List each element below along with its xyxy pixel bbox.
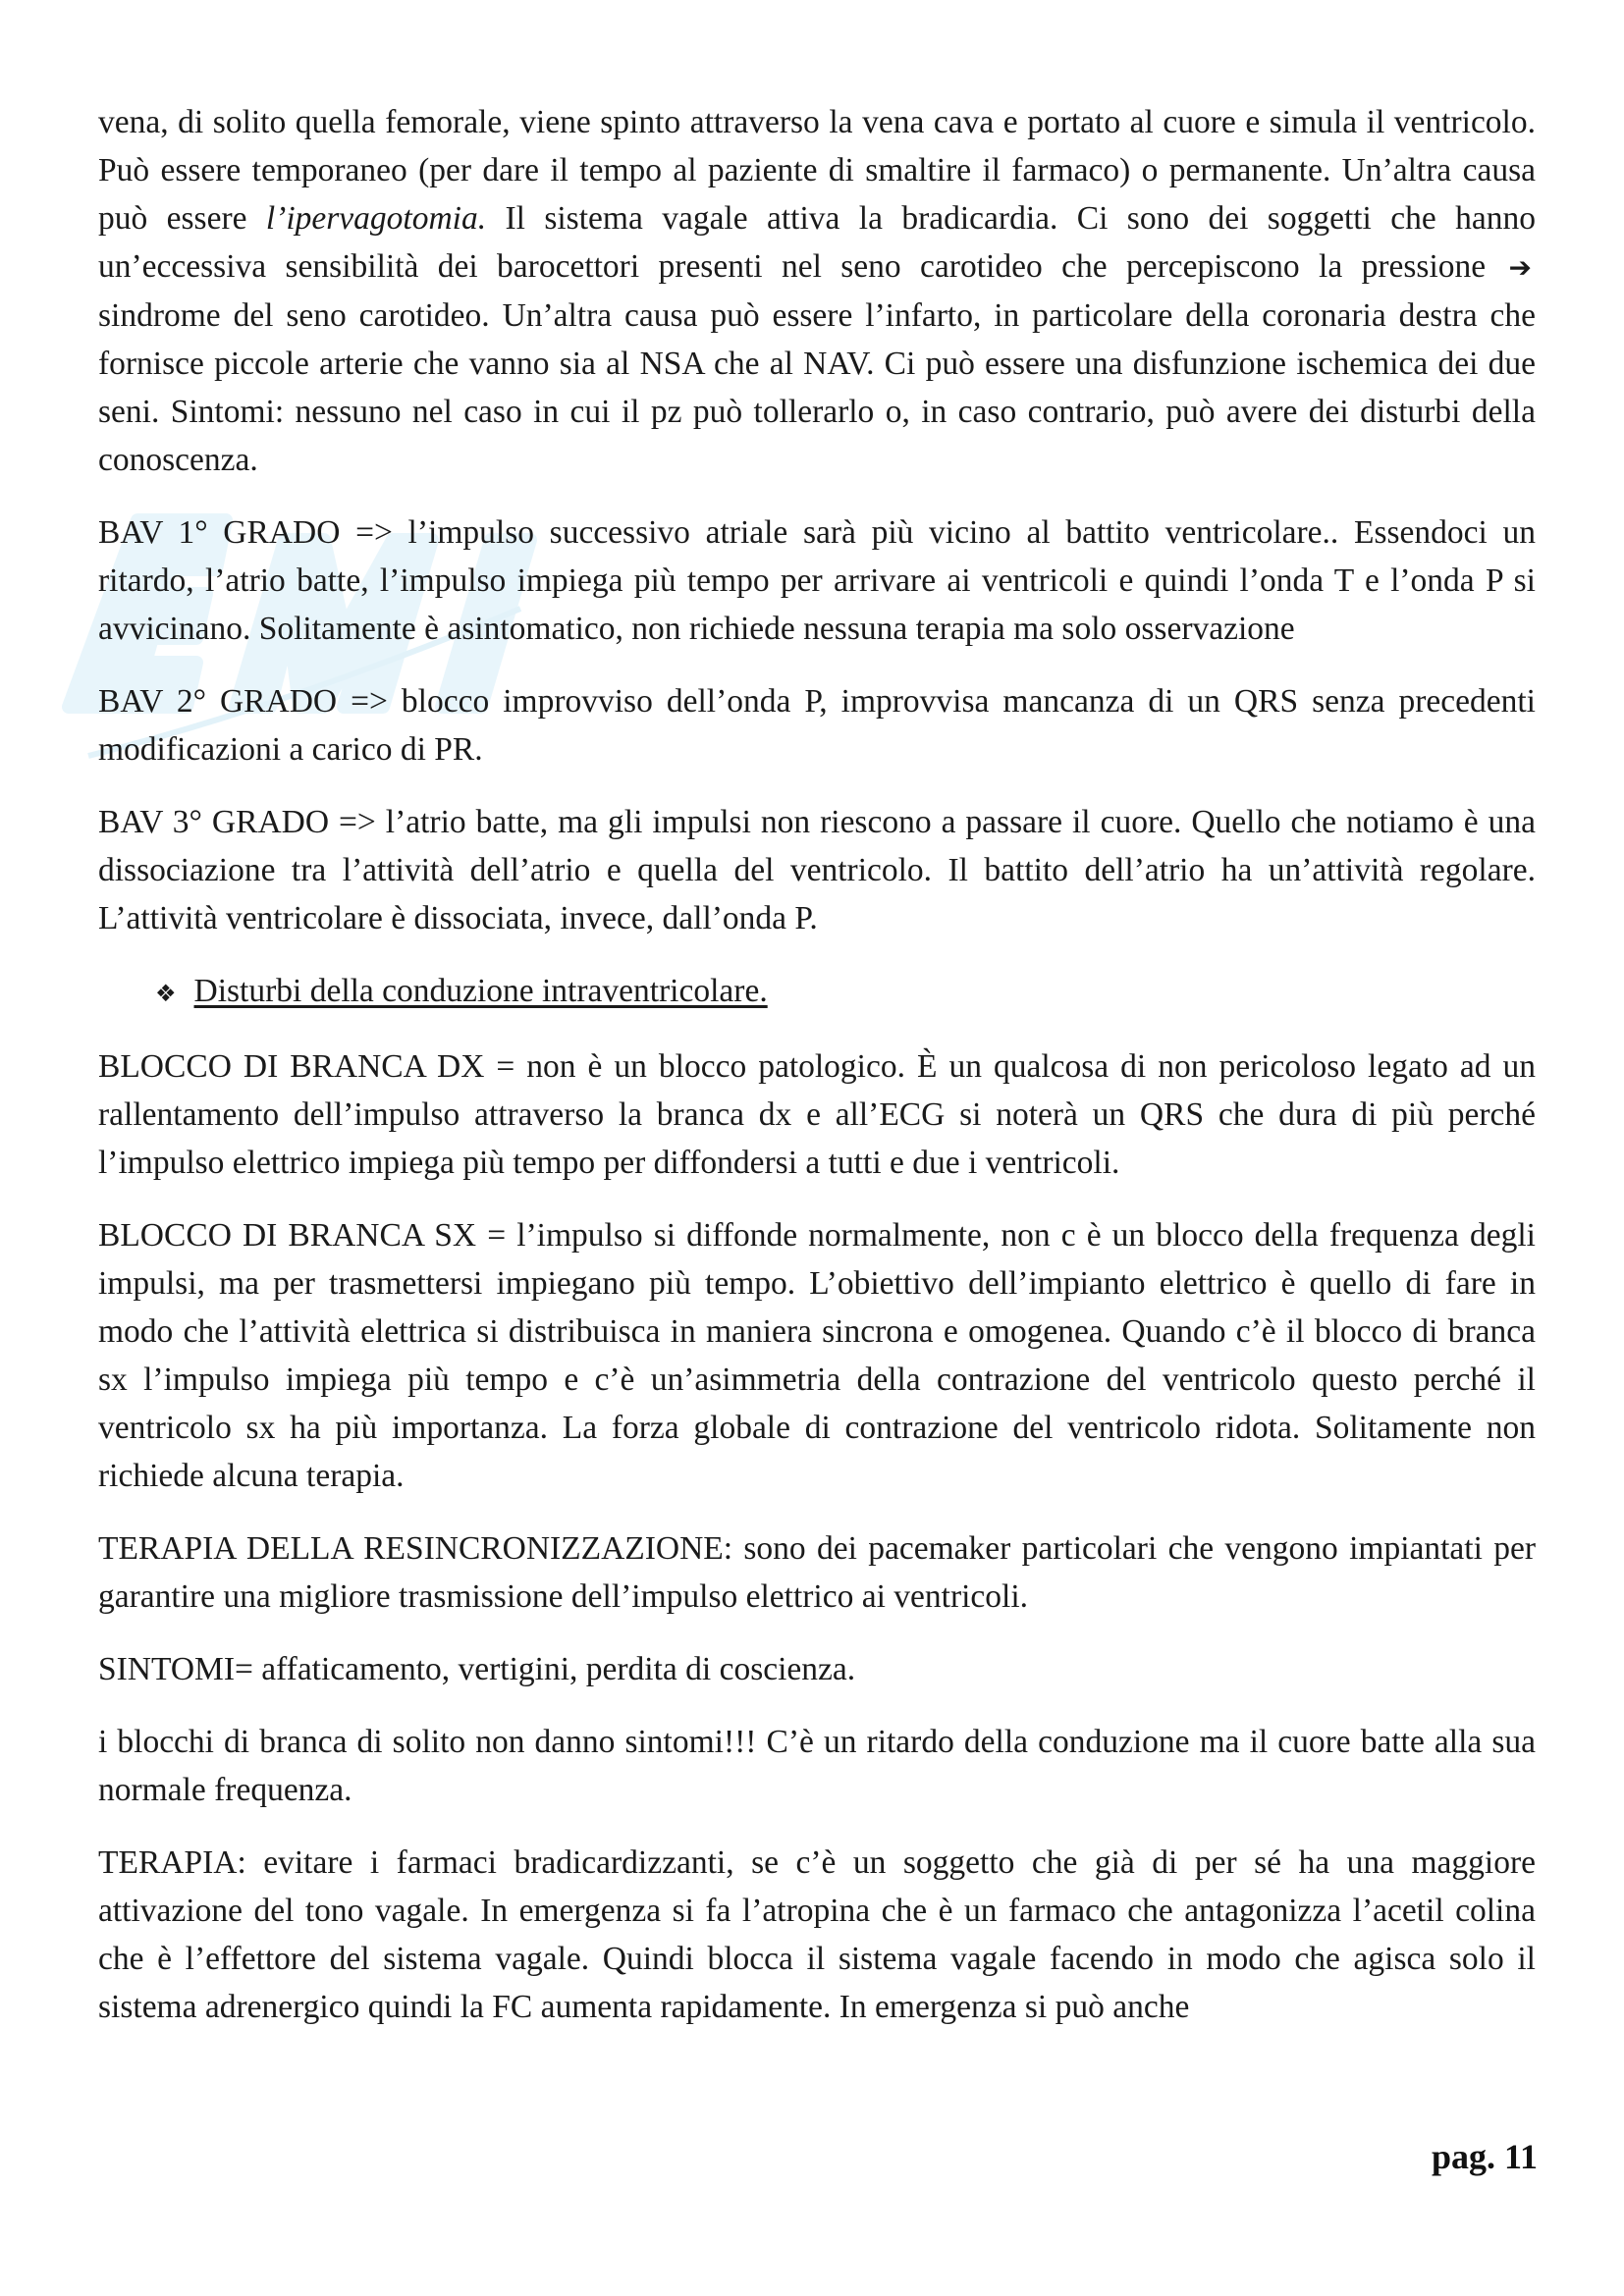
paragraph-terapia: TERAPIA: evitare i farmaci bradicardizzanti, se c’è un soggetto che già di per sé ha una maggiore attivazione del tono vagale. In emergenza si fa l’atropina che è un farmaco che antagonizza l’acetil colina che è l’effettore del sistema vagale. Quindi blocca il sistema vagale facendo in modo che agisca solo il sistema adrenergico quindi la FC aumenta rapidamente. In emergenza si può anche <box>98 1844 1536 2025</box>
paragraph-sintomi: SINTOMI= affaticamento, vertigini, perdita di coscienza. <box>98 1651 856 1687</box>
paragraph-pacemaker-part-c: sindrome del seno carotideo. Un’altra causa può essere l’infarto, in particolare della coronaria destra che fornisce piccole arterie che vanno sia al NSA che al NAV. Ci può essere una disfunzione ischemica dei due seni. Sintomi: nessuno nel caso in cui il pz può tollerarlo o, in caso contrario, può avere dei disturbi della conoscenza. <box>98 297 1536 478</box>
paragraph-pacemaker-part-b: Il sistema vagale attiva la bradicardia. Ci sono dei soggetti che hanno un’eccessiva sensibilità dei barocettori presenti nel seno carotideo che percepiscono la pressione <box>98 200 1536 285</box>
section-title: Disturbi della conduzione intraventricolare. <box>193 973 768 1009</box>
paragraph-pacemaker <box>98 98 1536 484</box>
document-page <box>98 98 1536 2056</box>
page-number: pag. 11 <box>1431 2137 1538 2176</box>
paragraph-blocco-branca-dx: BLOCCO DI BRANCA DX = non è un blocco patologico. È un qualcosa di non pericoloso legato ad un rallentamento dell’impulso attraverso la branca dx e all’ECG si noterà un QRS che dura di più perché l’impulso elettrico impiega più tempo per diffondersi a tutti e due i ventricoli. <box>98 1048 1536 1181</box>
paragraph-blocchi-note: i blocchi di branca di solito non danno sintomi!!! C’è un ritardo della conduzione ma il cuore batte alla sua normale frequenza. <box>98 1724 1536 1808</box>
paragraph-resincronizzazione: TERAPIA DELLA RESINCRONIZZAZIONE: sono dei pacemaker particolari che vengono impiantati per garantire una migliore trasmissione dell’impulso elettrico ai ventricoli. <box>98 1530 1536 1615</box>
section-heading-intraventricular <box>98 967 1536 1018</box>
paragraph-bav-2: BAV 2° GRADO => blocco improvviso dell’onda P, improvvisa mancanza di un QRS senza precedenti modificazioni a carico di PR. <box>98 683 1536 768</box>
paragraph-pacemaker-part-a: vena, di solito quella femorale, viene spinto attraverso la vena cava e portato al cuore e simula il ventricolo. Può essere temporaneo (per dare il tempo al paziente di smaltire il farmaco) o permanente. Un’altra causa può essere <box>98 104 1536 237</box>
paragraph-bav-1: BAV 1° GRADO => l’impulso successivo atriale sarà più vicino al battito ventricolare.. Essendoci un ritardo, l’atrio batte, l’impulso impiega più tempo per arrivare ai ventricoli e quindi l’onda T e l’onda P si avvicinano. Solitamente è asintomatico, non richiede nessuna terapia ma solo osservazione <box>98 514 1536 647</box>
paragraph-bav-3: BAV 3° GRADO => l’atrio batte, ma gli impulsi non riescono a passare il cuore. Quello che notiamo è una dissociazione tra l’attività dell’atrio e quella del ventricolo. Il battito dell’atrio ha un’attività regolare. L’attività ventricolare è dissociata, invece, dall’onda P. <box>98 804 1536 936</box>
paragraph-blocco-branca-sx: BLOCCO DI BRANCA SX = l’impulso si diffonde normalmente, non c è un blocco della frequenza degli impulsi, ma per trasmettersi impiegano più tempo. L’obiettivo dell’impianto elettrico è quello di fare in modo che l’attività elettrica si distribuisca in maniera sincrona e omogenea. Quando c’è il blocco di branca sx l’impulso impiega più tempo e c’è un’asimmetria della contrazione del ventricolo questo perché il ventricolo sx ha più importanza. La forza globale di contrazione del ventricolo ridota. Solitamente non richiede alcuna terapia. <box>98 1217 1536 1494</box>
ipervagotomia-term: l’ipervagotomia. <box>265 200 487 237</box>
arrow-icon: ➔ <box>1508 251 1532 284</box>
diamond-bullet-icon: ❖ <box>155 980 177 1007</box>
